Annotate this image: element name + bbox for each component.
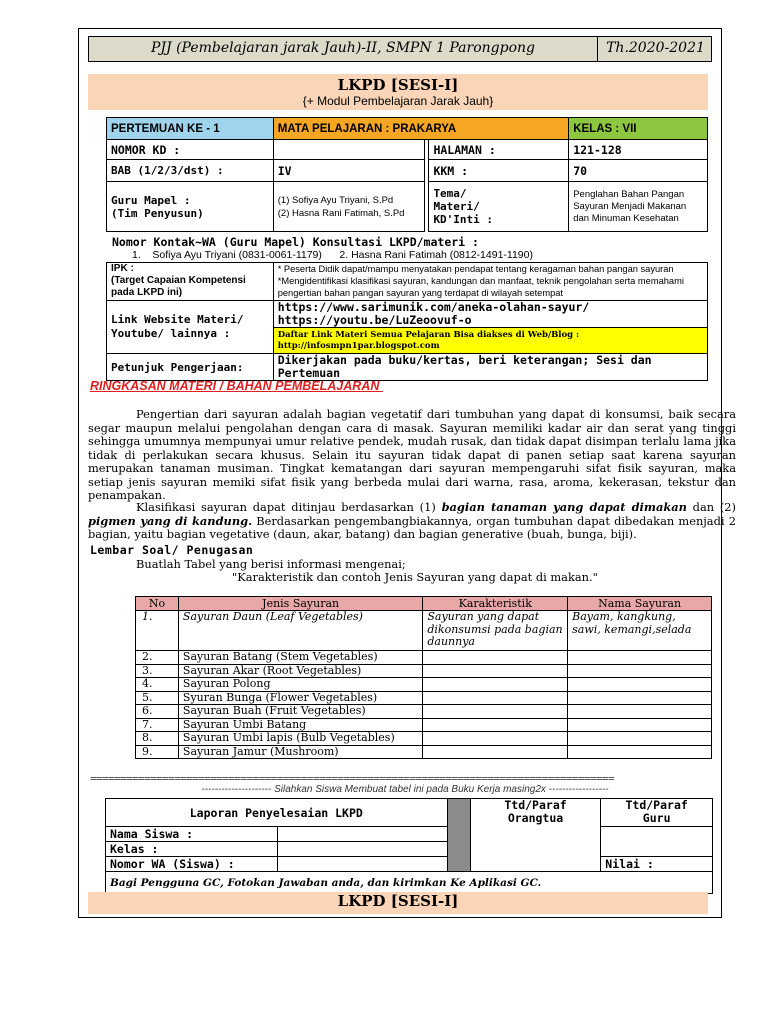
ortu-sign-field[interactable] bbox=[470, 827, 601, 872]
table-row bbox=[136, 745, 712, 759]
row-no: 6. bbox=[136, 705, 179, 719]
bottom-title: LKPD [SESI-I] bbox=[337, 892, 459, 910]
sesi-subtitle: {+ Modul Pembelajaran Jarak Jauh} bbox=[302, 94, 494, 108]
kontak-line: 1. Sofiya Ayu Triyani (0831-0061-1179) 2. Hasna Rani Fatimah (0812-1491-1190) bbox=[132, 249, 533, 261]
row-no: 3. bbox=[136, 664, 179, 678]
tema-label-3: KD'Inti : bbox=[433, 213, 494, 226]
row-nama bbox=[568, 651, 712, 665]
row-jenis: Syuran Bunga (Flower Vegetables) bbox=[178, 691, 422, 705]
p2-e: Berdasarkan pengembangbiakannya, organ tumbuhan dapat dibedakan menjadi 2 bagian, yaitu bagian vegetative (daun, akar, batang) dan bagian generative (buah, bunga, biji). bbox=[88, 513, 736, 541]
ttd-guru-1: Ttd/Paraf bbox=[625, 798, 688, 812]
row-karakteristik bbox=[423, 651, 568, 665]
ipk-label-2: (Target Capaian Kompetensi pada LKPD ini) bbox=[111, 275, 246, 298]
gray-column bbox=[447, 799, 470, 872]
kelas-label: Kelas : bbox=[106, 842, 278, 857]
link-label-1: Link Website Materi/ bbox=[111, 313, 244, 326]
ipk-table bbox=[106, 262, 708, 381]
sesi-banner bbox=[88, 74, 708, 110]
row-karakteristik bbox=[423, 664, 568, 678]
col-header: Jenis Sayuran bbox=[178, 597, 422, 611]
row-karakteristik: Sayuran yang dapat dikonsumsi pada bagian daunnya bbox=[423, 611, 568, 651]
link-url-1[interactable]: https://www.sarimunik.com/aneka-olahan-sayur/ bbox=[277, 300, 590, 314]
pertemuan-cell: PERTEMUAN KE - 1 bbox=[107, 118, 274, 140]
col-header: Nama Sayuran bbox=[568, 597, 712, 611]
guru-label-1: Guru Mapel : bbox=[111, 193, 191, 207]
nilai-label: Nilai : bbox=[601, 857, 713, 872]
blog-text: Daftar Link Materi Semua Pelajaran Bisa diakses di Web/Blog : bbox=[277, 329, 580, 340]
table-row bbox=[136, 691, 712, 705]
kontak-label: Nomor Kontak~WA (Guru Mapel) Konsultasi LKPD/materi : bbox=[112, 235, 479, 249]
row-nama bbox=[568, 705, 712, 719]
petunjuk-value-2: Pertemuan bbox=[277, 366, 341, 380]
row-jenis: Sayuran Jamur (Mushroom) bbox=[178, 745, 422, 759]
ipk-label-1: IPK : bbox=[111, 263, 134, 274]
table-row bbox=[136, 705, 712, 719]
link-urls bbox=[273, 301, 707, 328]
ringkasan-p2 bbox=[88, 501, 736, 542]
guru-names bbox=[273, 182, 425, 232]
kkm-label: KKM : bbox=[429, 160, 569, 182]
row-jenis: Sayuran Umbi Batang bbox=[178, 718, 422, 732]
table-row bbox=[136, 651, 712, 665]
tema-label bbox=[429, 182, 569, 232]
row-no: 9. bbox=[136, 745, 179, 759]
ipk-text-2: *Mengidentifikasi klasifikasi sayuran, kandungan dan manfaat, teknik pengolahan serta memahami pengertian bahan pangan sayuran yang terdapat di wilayah setempat bbox=[277, 276, 684, 298]
soal-quote: "Karakteristik dan contoh Jenis Sayuran yang dapat di makan." bbox=[232, 570, 598, 584]
row-nama bbox=[568, 732, 712, 746]
blog-url[interactable]: http://infosmpn1par.blogspot.com bbox=[277, 340, 440, 351]
link-label-2: Youtube/ lainnya : bbox=[111, 327, 231, 340]
row-no: 8. bbox=[136, 732, 179, 746]
header-bar bbox=[88, 36, 712, 62]
row-no: 2. bbox=[136, 651, 179, 665]
sayuran-table bbox=[135, 596, 712, 759]
row-nama bbox=[568, 664, 712, 678]
nomor-kd-value bbox=[273, 140, 425, 160]
row-no: 7. bbox=[136, 718, 179, 732]
table-row bbox=[136, 664, 712, 678]
ttd-ortu-1: Ttd/Paraf bbox=[504, 798, 567, 812]
row-nama bbox=[568, 691, 712, 705]
row-no: 5. bbox=[136, 691, 179, 705]
row-jenis: Sayuran Buah (Fruit Vegetables) bbox=[178, 705, 422, 719]
wa-label: Nomor WA (Siswa) : bbox=[106, 857, 278, 872]
soal-heading: Lembar Soal/ Penugasan bbox=[90, 543, 254, 557]
table-row bbox=[136, 678, 712, 692]
separator-line: ======================================================================================= bbox=[90, 772, 614, 785]
laporan-table bbox=[105, 798, 713, 894]
row-jenis: Sayuran Daun (Leaf Vegetables) bbox=[178, 611, 422, 651]
kelas-cell: KELAS : VII bbox=[569, 118, 708, 140]
petunjuk-label: Petunjuk Pengerjaan: bbox=[107, 354, 274, 381]
guru-label-2: (Tim Penyusun) bbox=[111, 206, 204, 220]
ttd-ortu-2: Orangtua bbox=[507, 811, 564, 825]
ttd-guru-2: Guru bbox=[642, 811, 671, 825]
bottom-banner bbox=[88, 892, 708, 914]
halaman-label: HALAMAN : bbox=[429, 140, 569, 160]
row-karakteristik bbox=[423, 718, 568, 732]
link-label bbox=[107, 301, 274, 354]
p2-d: pigmen yang di kandung. bbox=[88, 513, 253, 528]
col-header: Karakteristik bbox=[423, 597, 568, 611]
petunjuk-value bbox=[273, 354, 707, 381]
tema-label-2: Materi/ bbox=[433, 200, 480, 213]
info-table bbox=[106, 117, 708, 232]
wa-field[interactable] bbox=[277, 857, 447, 872]
row-no: 4. bbox=[136, 678, 179, 692]
ipk-label bbox=[107, 263, 274, 301]
row-karakteristik bbox=[423, 691, 568, 705]
sesi-title: LKPD [SESI-I] bbox=[337, 76, 459, 94]
nama-siswa-label: Nama Siswa : bbox=[106, 827, 278, 842]
guru-1: (1) Sofiya Ayu Triyani, S.Pd bbox=[277, 194, 394, 206]
p2-b: bagian tanaman yang dapat dimakan bbox=[441, 500, 687, 514]
row-jenis: Sayuran Batang (Stem Vegetables) bbox=[178, 651, 422, 665]
laporan-footer: Bagi Pengguna GC, Fotokan Jawaban anda, dan kirimkan Ke Aplikasi GC. bbox=[106, 872, 713, 894]
row-nama: Bayam, kangkung, sawi, kemangi,selada bbox=[568, 611, 712, 651]
guru-label bbox=[107, 182, 274, 232]
tema-label-1: Tema/ bbox=[433, 187, 467, 200]
row-karakteristik bbox=[423, 678, 568, 692]
row-karakteristik bbox=[423, 705, 568, 719]
row-nama bbox=[568, 745, 712, 759]
mapel-cell: MATA PELAJARAN : PRAKARYA bbox=[273, 118, 568, 140]
row-no: 1. bbox=[136, 611, 179, 651]
kkm-value: 70 bbox=[569, 160, 708, 182]
kelas-field[interactable] bbox=[277, 842, 447, 857]
petunjuk-value-1: Dikerjakan pada buku/kertas, beri keterangan; Sesi dan bbox=[277, 353, 652, 367]
nama-siswa-field[interactable] bbox=[277, 827, 447, 842]
row-nama bbox=[568, 678, 712, 692]
row-nama bbox=[568, 718, 712, 732]
ttd-ortu bbox=[470, 799, 601, 827]
nomor-kd-label: NOMOR KD : bbox=[107, 140, 274, 160]
ttd-guru bbox=[601, 799, 713, 827]
ringkasan-p1: Pengertian dari sayuran adalah bagian vegetatif dari tumbuhan yang dapat di konsumsi, baik secara segar maupun melalui pengolahan dengan cara di masak. Sayuran memiliki kadar air dan serat yang tinggi sehingga umumnya mempunyai umur relative pendek, mudah rusak, dan tidak dapat disimpan terlalu lama jika tidak di perlakukan secara khusus. Selain itu sayuran tidak dapat di panen setiap saat karena sayuran merupakan tanaman musiman. Tingkat kematangan dari sayuran mempengaruhi sifat fisik sayuran, maka setiap jenis sayuran memiki sifat fisik yang berbeda mulai dari warna, rasa, aroma, kekerasan, tekstur dan penampakan. bbox=[88, 407, 736, 502]
header-left: PJJ (Pembelajaran jarak Jauh)-II, SMPN 1 Parongpong bbox=[151, 40, 535, 56]
row-jenis: Sayuran Polong bbox=[178, 678, 422, 692]
table-row bbox=[136, 718, 712, 732]
soal-instr: Buatlah Tabel yang berisi informasi mengenai; bbox=[136, 557, 406, 571]
col-header: No bbox=[136, 597, 179, 611]
link-url-2[interactable]: https://youtu.be/LuZeoovuf-o bbox=[277, 313, 472, 327]
row-jenis: Sayuran Umbi lapis (Bulb Vegetables) bbox=[178, 732, 422, 746]
bab-label: BAB (1/2/3/dst) : bbox=[107, 160, 274, 182]
halaman-value: 121-128 bbox=[569, 140, 708, 160]
instruction-note: --------------------- Silahkan Siswa Membuat tabel ini pada Buku Kerja masing2x ------------------ bbox=[201, 784, 609, 795]
tema-value: Penglahan Bahan Pangan Sayuran Menjadi Makanan dan Minuman Kesehatan bbox=[569, 182, 708, 232]
laporan-title: Laporan Penyelesaian LKPD bbox=[106, 799, 448, 827]
table-row bbox=[136, 732, 712, 746]
p2-c: dan (2) bbox=[686, 500, 736, 514]
ipk-text-1: * Peserta Didik dapat/mampu menyatakan pendapat tentang keragaman bahan pangan sayuran bbox=[277, 264, 674, 274]
table-row bbox=[136, 611, 712, 651]
row-karakteristik bbox=[423, 745, 568, 759]
row-jenis: Sayuran Akar (Root Vegetables) bbox=[178, 664, 422, 678]
ipk-text bbox=[273, 263, 707, 301]
ringkasan-heading: RINGKASAN MATERI / BAHAN PEMBELAJARAN bbox=[90, 379, 383, 393]
guru-2: (2) Hasna Rani Fatimah, S.Pd bbox=[277, 207, 405, 219]
bab-value: IV bbox=[273, 160, 425, 182]
guru-sign-field[interactable] bbox=[601, 827, 713, 857]
p2-a: Klasifikasi sayuran dapat ditinjau berdasarkan (1) bbox=[136, 500, 442, 514]
header-year: Th.2020-2021 bbox=[606, 40, 705, 56]
blog-cell bbox=[273, 328, 707, 354]
row-karakteristik bbox=[423, 732, 568, 746]
